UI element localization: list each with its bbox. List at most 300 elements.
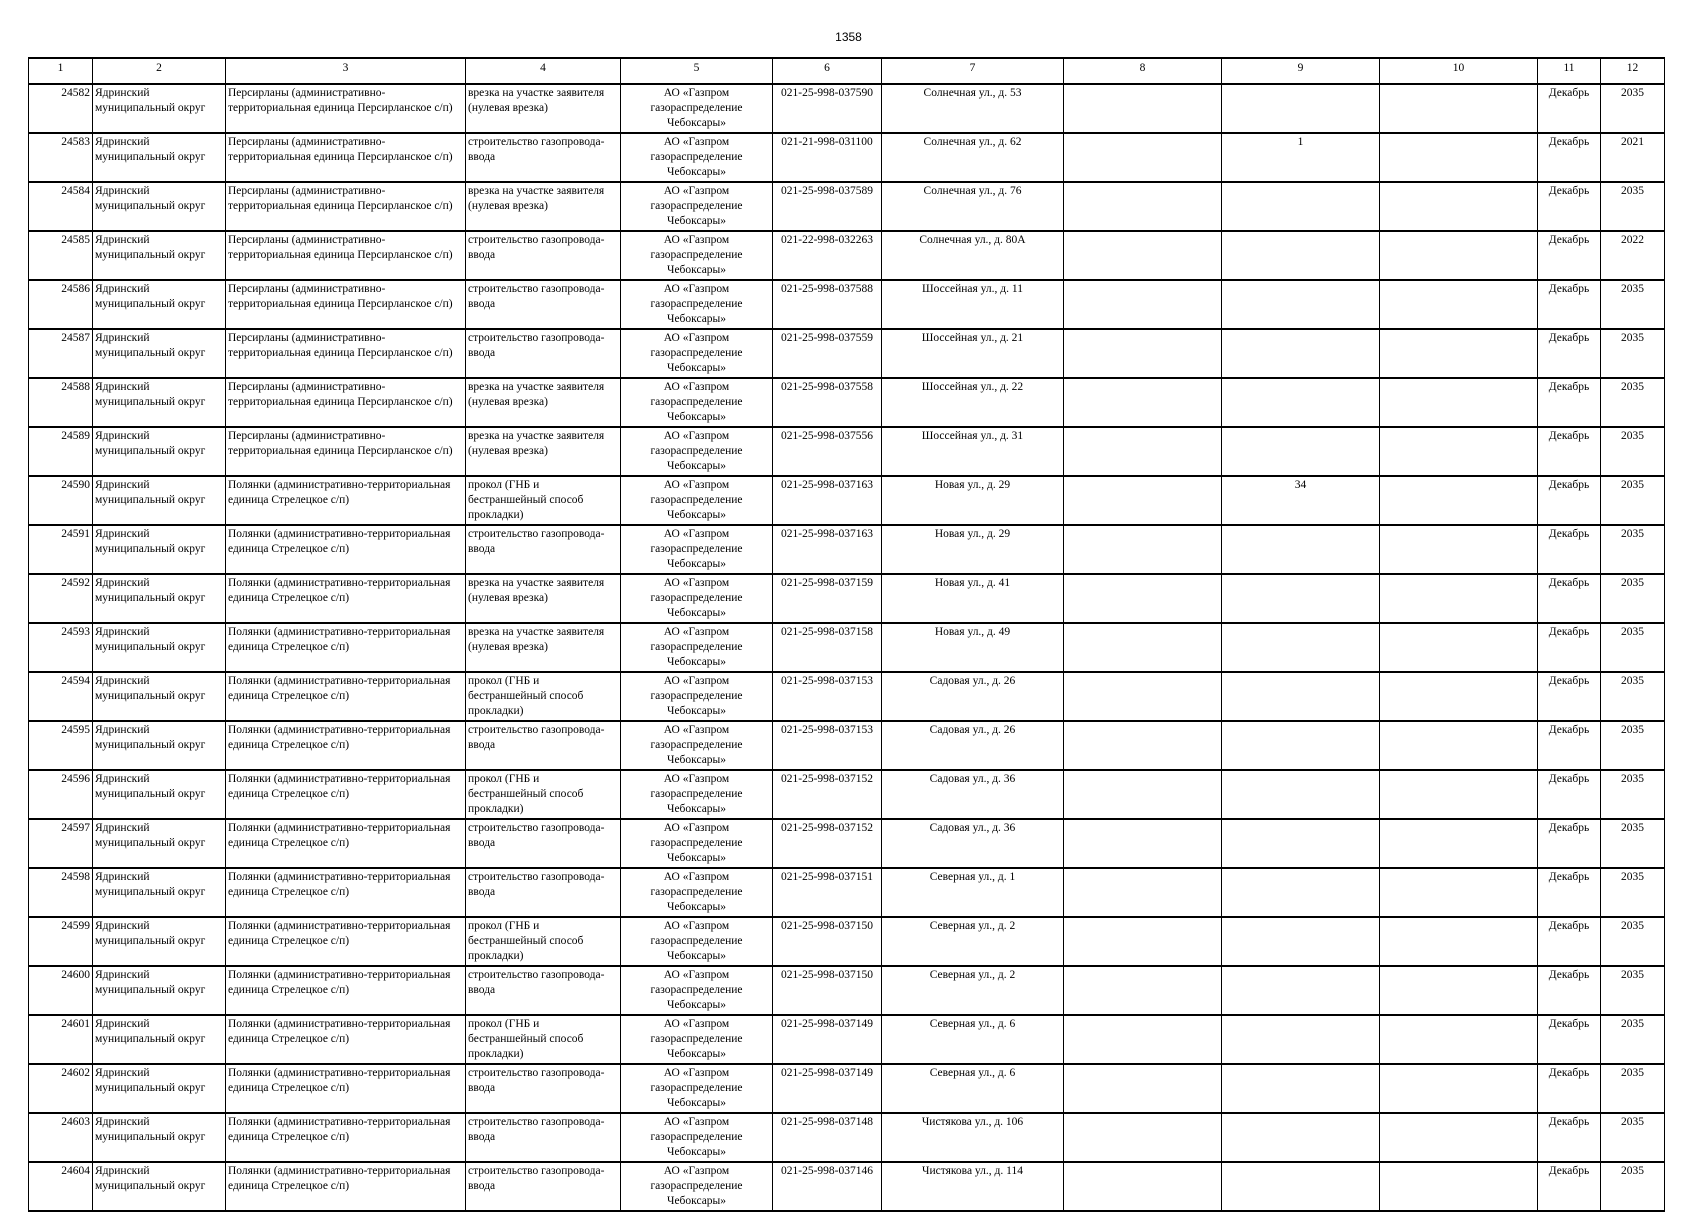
column-10-cell <box>1380 525 1538 574</box>
work-type-cell: строительство газопровода-ввода <box>466 1113 621 1162</box>
organization-cell: АО «Газпром газораспределение Чебоксары» <box>621 574 773 623</box>
column-8-cell <box>1064 1113 1222 1162</box>
district-cell: Ядринский муниципальный округ <box>93 721 226 770</box>
column-8-cell <box>1064 427 1222 476</box>
organization-cell: АО «Газпром газораспределение Чебоксары» <box>621 280 773 329</box>
organization-cell: АО «Газпром газораспределение Чебоксары» <box>621 84 773 133</box>
year-cell: 2022 <box>1601 231 1665 280</box>
district-cell: Ядринский муниципальный округ <box>93 1015 226 1064</box>
table-header-row <box>29 58 1665 84</box>
month-cell: Декабрь <box>1538 868 1601 917</box>
month-cell: Декабрь <box>1538 1064 1601 1113</box>
month-cell: Декабрь <box>1538 770 1601 819</box>
column-header-9: 9 <box>1222 58 1380 84</box>
month-cell: Декабрь <box>1538 917 1601 966</box>
column-8-cell <box>1064 525 1222 574</box>
locality-cell: Персирланы (административно-территориальная единица Персирланское с/п) <box>226 84 466 133</box>
column-10-cell <box>1380 770 1538 819</box>
address-cell: Шоссейная ул., д. 21 <box>882 329 1064 378</box>
organization-cell: АО «Газпром газораспределение Чебоксары» <box>621 868 773 917</box>
address-cell: Северная ул., д. 2 <box>882 917 1064 966</box>
month-cell: Декабрь <box>1538 182 1601 231</box>
address-cell: Новая ул., д. 41 <box>882 574 1064 623</box>
district-cell: Ядринский муниципальный округ <box>93 84 226 133</box>
row-number-cell: 24595 <box>29 721 93 770</box>
row-number-cell: 24599 <box>29 917 93 966</box>
work-type-cell: строительство газопровода-ввода <box>466 1064 621 1113</box>
column-9-cell <box>1222 574 1380 623</box>
address-cell: Чистякова ул., д. 106 <box>882 1113 1064 1162</box>
row-number-cell: 24593 <box>29 623 93 672</box>
table-row <box>29 280 1665 329</box>
object-code-cell: 021-25-998-037556 <box>773 427 882 476</box>
row-number-cell: 24592 <box>29 574 93 623</box>
row-number-cell: 24589 <box>29 427 93 476</box>
organization-cell: АО «Газпром газораспределение Чебоксары» <box>621 721 773 770</box>
column-9-cell <box>1222 84 1380 133</box>
work-type-cell: строительство газопровода-ввода <box>466 721 621 770</box>
year-cell: 2035 <box>1601 182 1665 231</box>
column-10-cell <box>1380 378 1538 427</box>
year-cell: 2035 <box>1601 819 1665 868</box>
column-9-cell <box>1222 966 1380 1015</box>
month-cell: Декабрь <box>1538 525 1601 574</box>
table-row <box>29 476 1665 525</box>
column-9-cell <box>1222 427 1380 476</box>
year-cell: 2035 <box>1601 525 1665 574</box>
month-cell: Декабрь <box>1538 623 1601 672</box>
locality-cell: Персирланы (административно-территориальная единица Персирланское с/п) <box>226 329 466 378</box>
column-header-5: 5 <box>621 58 773 84</box>
object-code-cell: 021-25-998-037158 <box>773 623 882 672</box>
work-type-cell: прокол (ГНБ и бестраншейный способ прокладки) <box>466 770 621 819</box>
object-code-cell: 021-25-998-037152 <box>773 819 882 868</box>
work-type-cell: врезка на участке заявителя (нулевая врезка) <box>466 182 621 231</box>
month-cell: Декабрь <box>1538 378 1601 427</box>
year-cell: 2035 <box>1601 1064 1665 1113</box>
organization-cell: АО «Газпром газораспределение Чебоксары» <box>621 770 773 819</box>
district-cell: Ядринский муниципальный округ <box>93 280 226 329</box>
table-body <box>29 84 1665 1211</box>
year-cell: 2035 <box>1601 868 1665 917</box>
work-type-cell: строительство газопровода-ввода <box>466 133 621 182</box>
object-code-cell: 021-22-998-032263 <box>773 231 882 280</box>
column-8-cell <box>1064 476 1222 525</box>
locality-cell: Персирланы (административно-территориальная единица Персирланское с/п) <box>226 182 466 231</box>
table-row <box>29 329 1665 378</box>
column-9-cell <box>1222 623 1380 672</box>
row-number-cell: 24600 <box>29 966 93 1015</box>
year-cell: 2035 <box>1601 770 1665 819</box>
table-row <box>29 1064 1665 1113</box>
address-cell: Шоссейная ул., д. 31 <box>882 427 1064 476</box>
column-header-12: 12 <box>1601 58 1665 84</box>
work-type-cell: строительство газопровода-ввода <box>466 819 621 868</box>
table-row <box>29 427 1665 476</box>
district-cell: Ядринский муниципальный округ <box>93 525 226 574</box>
object-code-cell: 021-25-998-037146 <box>773 1162 882 1211</box>
row-number-cell: 24590 <box>29 476 93 525</box>
district-cell: Ядринский муниципальный округ <box>93 917 226 966</box>
year-cell: 2035 <box>1601 721 1665 770</box>
row-number-cell: 24584 <box>29 182 93 231</box>
work-type-cell: строительство газопровода-ввода <box>466 1162 621 1211</box>
month-cell: Декабрь <box>1538 574 1601 623</box>
district-cell: Ядринский муниципальный округ <box>93 1162 226 1211</box>
column-8-cell <box>1064 1015 1222 1064</box>
table-row <box>29 623 1665 672</box>
month-cell: Декабрь <box>1538 84 1601 133</box>
year-cell: 2035 <box>1601 329 1665 378</box>
locality-cell: Полянки (административно-территориальная единица Стрелецкое с/п) <box>226 917 466 966</box>
row-number-cell: 24601 <box>29 1015 93 1064</box>
table-row <box>29 231 1665 280</box>
organization-cell: АО «Газпром газораспределение Чебоксары» <box>621 329 773 378</box>
district-cell: Ядринский муниципальный округ <box>93 574 226 623</box>
year-cell: 2035 <box>1601 427 1665 476</box>
address-cell: Новая ул., д. 29 <box>882 476 1064 525</box>
address-cell: Северная ул., д. 1 <box>882 868 1064 917</box>
address-cell: Чистякова ул., д. 114 <box>882 1162 1064 1211</box>
column-10-cell <box>1380 819 1538 868</box>
column-header-6: 6 <box>773 58 882 84</box>
object-code-cell: 021-25-998-037153 <box>773 721 882 770</box>
column-9-cell <box>1222 378 1380 427</box>
column-10-cell <box>1380 427 1538 476</box>
column-8-cell <box>1064 623 1222 672</box>
column-9-cell <box>1222 819 1380 868</box>
locality-cell: Персирланы (административно-территориальная единица Персирланское с/п) <box>226 427 466 476</box>
work-type-cell: строительство газопровода-ввода <box>466 525 621 574</box>
object-code-cell: 021-25-998-037149 <box>773 1064 882 1113</box>
organization-cell: АО «Газпром газораспределение Чебоксары» <box>621 672 773 721</box>
column-9-cell <box>1222 672 1380 721</box>
locality-cell: Полянки (административно-территориальная единица Стрелецкое с/п) <box>226 819 466 868</box>
column-10-cell <box>1380 476 1538 525</box>
address-cell: Шоссейная ул., д. 11 <box>882 280 1064 329</box>
work-type-cell: строительство газопровода-ввода <box>466 280 621 329</box>
year-cell: 2035 <box>1601 672 1665 721</box>
object-code-cell: 021-25-998-037159 <box>773 574 882 623</box>
address-cell: Шоссейная ул., д. 22 <box>882 378 1064 427</box>
column-10-cell <box>1380 1162 1538 1211</box>
column-9-cell <box>1222 329 1380 378</box>
organization-cell: АО «Газпром газораспределение Чебоксары» <box>621 231 773 280</box>
row-number-cell: 24604 <box>29 1162 93 1211</box>
month-cell: Декабрь <box>1538 280 1601 329</box>
column-10-cell <box>1380 721 1538 770</box>
table-row <box>29 182 1665 231</box>
column-10-cell <box>1380 231 1538 280</box>
work-type-cell: строительство газопровода-ввода <box>466 329 621 378</box>
column-9-cell <box>1222 770 1380 819</box>
organization-cell: АО «Газпром газораспределение Чебоксары» <box>621 1064 773 1113</box>
district-cell: Ядринский муниципальный округ <box>93 1064 226 1113</box>
organization-cell: АО «Газпром газораспределение Чебоксары» <box>621 1113 773 1162</box>
table-row <box>29 574 1665 623</box>
table-row <box>29 770 1665 819</box>
district-cell: Ядринский муниципальный округ <box>93 133 226 182</box>
column-9-cell <box>1222 231 1380 280</box>
table-row <box>29 672 1665 721</box>
work-type-cell: прокол (ГНБ и бестраншейный способ прокладки) <box>466 1015 621 1064</box>
organization-cell: АО «Газпром газораспределение Чебоксары» <box>621 623 773 672</box>
column-header-1: 1 <box>29 58 93 84</box>
object-code-cell: 021-25-998-037149 <box>773 1015 882 1064</box>
month-cell: Декабрь <box>1538 231 1601 280</box>
organization-cell: АО «Газпром газораспределение Чебоксары» <box>621 1162 773 1211</box>
row-number-cell: 24602 <box>29 1064 93 1113</box>
work-type-cell: прокол (ГНБ и бестраншейный способ прокладки) <box>466 672 621 721</box>
table-row <box>29 133 1665 182</box>
month-cell: Декабрь <box>1538 427 1601 476</box>
object-code-cell: 021-25-998-037589 <box>773 182 882 231</box>
organization-cell: АО «Газпром газораспределение Чебоксары» <box>621 1015 773 1064</box>
district-cell: Ядринский муниципальный округ <box>93 623 226 672</box>
column-10-cell <box>1380 623 1538 672</box>
column-header-10: 10 <box>1380 58 1538 84</box>
organization-cell: АО «Газпром газораспределение Чебоксары» <box>621 427 773 476</box>
district-cell: Ядринский муниципальный округ <box>93 770 226 819</box>
column-10-cell <box>1380 574 1538 623</box>
address-cell: Садовая ул., д. 36 <box>882 819 1064 868</box>
district-cell: Ядринский муниципальный округ <box>93 672 226 721</box>
district-cell: Ядринский муниципальный округ <box>93 427 226 476</box>
column-10-cell <box>1380 868 1538 917</box>
column-10-cell <box>1380 917 1538 966</box>
year-cell: 2035 <box>1601 280 1665 329</box>
column-8-cell <box>1064 182 1222 231</box>
column-10-cell <box>1380 182 1538 231</box>
address-cell: Солнечная ул., д. 53 <box>882 84 1064 133</box>
object-code-cell: 021-25-998-037558 <box>773 378 882 427</box>
organization-cell: АО «Газпром газораспределение Чебоксары» <box>621 476 773 525</box>
row-number-cell: 24587 <box>29 329 93 378</box>
column-header-3: 3 <box>226 58 466 84</box>
district-cell: Ядринский муниципальный округ <box>93 819 226 868</box>
row-number-cell: 24603 <box>29 1113 93 1162</box>
column-10-cell <box>1380 1113 1538 1162</box>
table-row <box>29 1162 1665 1211</box>
row-number-cell: 24588 <box>29 378 93 427</box>
object-code-cell: 021-25-998-037148 <box>773 1113 882 1162</box>
work-type-cell: строительство газопровода-ввода <box>466 966 621 1015</box>
table-row <box>29 525 1665 574</box>
column-9-cell <box>1222 917 1380 966</box>
district-cell: Ядринский муниципальный округ <box>93 1113 226 1162</box>
column-8-cell <box>1064 770 1222 819</box>
column-10-cell <box>1380 966 1538 1015</box>
organization-cell: АО «Газпром газораспределение Чебоксары» <box>621 133 773 182</box>
locality-cell: Полянки (административно-территориальная единица Стрелецкое с/п) <box>226 672 466 721</box>
year-cell: 2021 <box>1601 133 1665 182</box>
locality-cell: Полянки (административно-территориальная единица Стрелецкое с/п) <box>226 1064 466 1113</box>
month-cell: Декабрь <box>1538 1113 1601 1162</box>
work-type-cell: врезка на участке заявителя (нулевая врезка) <box>466 378 621 427</box>
column-10-cell <box>1380 133 1538 182</box>
table-row <box>29 1015 1665 1064</box>
object-code-cell: 021-21-998-031100 <box>773 133 882 182</box>
column-8-cell <box>1064 133 1222 182</box>
object-code-cell: 021-25-998-037590 <box>773 84 882 133</box>
column-9-cell: 34 <box>1222 476 1380 525</box>
table-row <box>29 1113 1665 1162</box>
locality-cell: Полянки (административно-территориальная единица Стрелецкое с/п) <box>226 1162 466 1211</box>
district-cell: Ядринский муниципальный округ <box>93 476 226 525</box>
locality-cell: Полянки (административно-территориальная единица Стрелецкое с/п) <box>226 868 466 917</box>
year-cell: 2035 <box>1601 378 1665 427</box>
row-number-cell: 24598 <box>29 868 93 917</box>
column-9-cell <box>1222 1015 1380 1064</box>
object-code-cell: 021-25-998-037153 <box>773 672 882 721</box>
column-9-cell <box>1222 721 1380 770</box>
object-code-cell: 021-25-998-037588 <box>773 280 882 329</box>
organization-cell: АО «Газпром газораспределение Чебоксары» <box>621 378 773 427</box>
column-header-11: 11 <box>1538 58 1601 84</box>
month-cell: Декабрь <box>1538 329 1601 378</box>
table-row <box>29 819 1665 868</box>
row-number-cell: 24596 <box>29 770 93 819</box>
column-9-cell <box>1222 868 1380 917</box>
row-number-cell: 24594 <box>29 672 93 721</box>
address-cell: Солнечная ул., д. 62 <box>882 133 1064 182</box>
district-cell: Ядринский муниципальный округ <box>93 329 226 378</box>
column-8-cell <box>1064 280 1222 329</box>
column-9-cell <box>1222 1064 1380 1113</box>
month-cell: Декабрь <box>1538 133 1601 182</box>
locality-cell: Персирланы (административно-территориальная единица Персирланское с/п) <box>226 133 466 182</box>
object-code-cell: 021-25-998-037163 <box>773 525 882 574</box>
table-row <box>29 917 1665 966</box>
address-cell: Новая ул., д. 29 <box>882 525 1064 574</box>
address-cell: Солнечная ул., д. 80А <box>882 231 1064 280</box>
object-code-cell: 021-25-998-037559 <box>773 329 882 378</box>
column-8-cell <box>1064 1162 1222 1211</box>
locality-cell: Персирланы (административно-территориальная единица Персирланское с/п) <box>226 280 466 329</box>
locality-cell: Полянки (административно-территориальная единица Стрелецкое с/п) <box>226 770 466 819</box>
column-8-cell <box>1064 1064 1222 1113</box>
object-code-cell: 021-25-998-037152 <box>773 770 882 819</box>
organization-cell: АО «Газпром газораспределение Чебоксары» <box>621 917 773 966</box>
address-cell: Новая ул., д. 49 <box>882 623 1064 672</box>
locality-cell: Полянки (административно-территориальная единица Стрелецкое с/п) <box>226 966 466 1015</box>
work-type-cell: врезка на участке заявителя (нулевая врезка) <box>466 427 621 476</box>
column-9-cell: 1 <box>1222 133 1380 182</box>
locality-cell: Персирланы (административно-территориальная единица Персирланское с/п) <box>226 378 466 427</box>
year-cell: 2035 <box>1601 574 1665 623</box>
column-8-cell <box>1064 378 1222 427</box>
column-header-7: 7 <box>882 58 1064 84</box>
address-cell: Садовая ул., д. 36 <box>882 770 1064 819</box>
column-8-cell <box>1064 868 1222 917</box>
column-8-cell <box>1064 231 1222 280</box>
register-table <box>28 57 1665 1212</box>
object-code-cell: 021-25-998-037150 <box>773 966 882 1015</box>
work-type-cell: строительство газопровода-ввода <box>466 231 621 280</box>
month-cell: Декабрь <box>1538 476 1601 525</box>
column-10-cell <box>1380 329 1538 378</box>
column-header-8: 8 <box>1064 58 1222 84</box>
column-10-cell <box>1380 280 1538 329</box>
locality-cell: Полянки (административно-территориальная единица Стрелецкое с/п) <box>226 1113 466 1162</box>
year-cell: 2035 <box>1601 1162 1665 1211</box>
work-type-cell: прокол (ГНБ и бестраншейный способ прокладки) <box>466 476 621 525</box>
column-10-cell <box>1380 1064 1538 1113</box>
month-cell: Декабрь <box>1538 1162 1601 1211</box>
month-cell: Декабрь <box>1538 966 1601 1015</box>
locality-cell: Полянки (административно-территориальная единица Стрелецкое с/п) <box>226 476 466 525</box>
district-cell: Ядринский муниципальный округ <box>93 231 226 280</box>
row-number-cell: 24583 <box>29 133 93 182</box>
year-cell: 2035 <box>1601 623 1665 672</box>
page-number: 1358 <box>835 30 862 44</box>
column-9-cell <box>1222 280 1380 329</box>
column-header-4: 4 <box>466 58 621 84</box>
month-cell: Декабрь <box>1538 1015 1601 1064</box>
address-cell: Северная ул., д. 6 <box>882 1064 1064 1113</box>
year-cell: 2035 <box>1601 1015 1665 1064</box>
locality-cell: Полянки (административно-территориальная единица Стрелецкое с/п) <box>226 1015 466 1064</box>
table-row <box>29 721 1665 770</box>
address-cell: Северная ул., д. 6 <box>882 1015 1064 1064</box>
table-row <box>29 378 1665 427</box>
row-number-cell: 24586 <box>29 280 93 329</box>
column-10-cell <box>1380 672 1538 721</box>
table-row <box>29 966 1665 1015</box>
column-8-cell <box>1064 966 1222 1015</box>
organization-cell: АО «Газпром газораспределение Чебоксары» <box>621 525 773 574</box>
month-cell: Декабрь <box>1538 672 1601 721</box>
district-cell: Ядринский муниципальный округ <box>93 182 226 231</box>
table-row <box>29 84 1665 133</box>
month-cell: Декабрь <box>1538 721 1601 770</box>
row-number-cell: 24585 <box>29 231 93 280</box>
year-cell: 2035 <box>1601 966 1665 1015</box>
row-number-cell: 24597 <box>29 819 93 868</box>
locality-cell: Полянки (административно-территориальная единица Стрелецкое с/п) <box>226 574 466 623</box>
row-number-cell: 24582 <box>29 84 93 133</box>
locality-cell: Полянки (административно-территориальная единица Стрелецкое с/п) <box>226 623 466 672</box>
organization-cell: АО «Газпром газораспределение Чебоксары» <box>621 966 773 1015</box>
column-8-cell <box>1064 329 1222 378</box>
work-type-cell: врезка на участке заявителя (нулевая врезка) <box>466 84 621 133</box>
work-type-cell: врезка на участке заявителя (нулевая врезка) <box>466 574 621 623</box>
locality-cell: Полянки (административно-территориальная единица Стрелецкое с/п) <box>226 721 466 770</box>
year-cell: 2035 <box>1601 1113 1665 1162</box>
year-cell: 2035 <box>1601 476 1665 525</box>
work-type-cell: строительство газопровода-ввода <box>466 868 621 917</box>
object-code-cell: 021-25-998-037150 <box>773 917 882 966</box>
column-8-cell <box>1064 672 1222 721</box>
row-number-cell: 24591 <box>29 525 93 574</box>
address-cell: Северная ул., д. 2 <box>882 966 1064 1015</box>
work-type-cell: прокол (ГНБ и бестраншейный способ прокладки) <box>466 917 621 966</box>
column-9-cell <box>1222 525 1380 574</box>
year-cell: 2035 <box>1601 917 1665 966</box>
column-9-cell <box>1222 1113 1380 1162</box>
address-cell: Садовая ул., д. 26 <box>882 721 1064 770</box>
locality-cell: Персирланы (административно-территориальная единица Персирланское с/п) <box>226 231 466 280</box>
district-cell: Ядринский муниципальный округ <box>93 868 226 917</box>
year-cell: 2035 <box>1601 84 1665 133</box>
column-10-cell <box>1380 1015 1538 1064</box>
column-8-cell <box>1064 917 1222 966</box>
column-10-cell <box>1380 84 1538 133</box>
column-header-2: 2 <box>93 58 226 84</box>
district-cell: Ядринский муниципальный округ <box>93 378 226 427</box>
address-cell: Солнечная ул., д. 76 <box>882 182 1064 231</box>
address-cell: Садовая ул., д. 26 <box>882 672 1064 721</box>
